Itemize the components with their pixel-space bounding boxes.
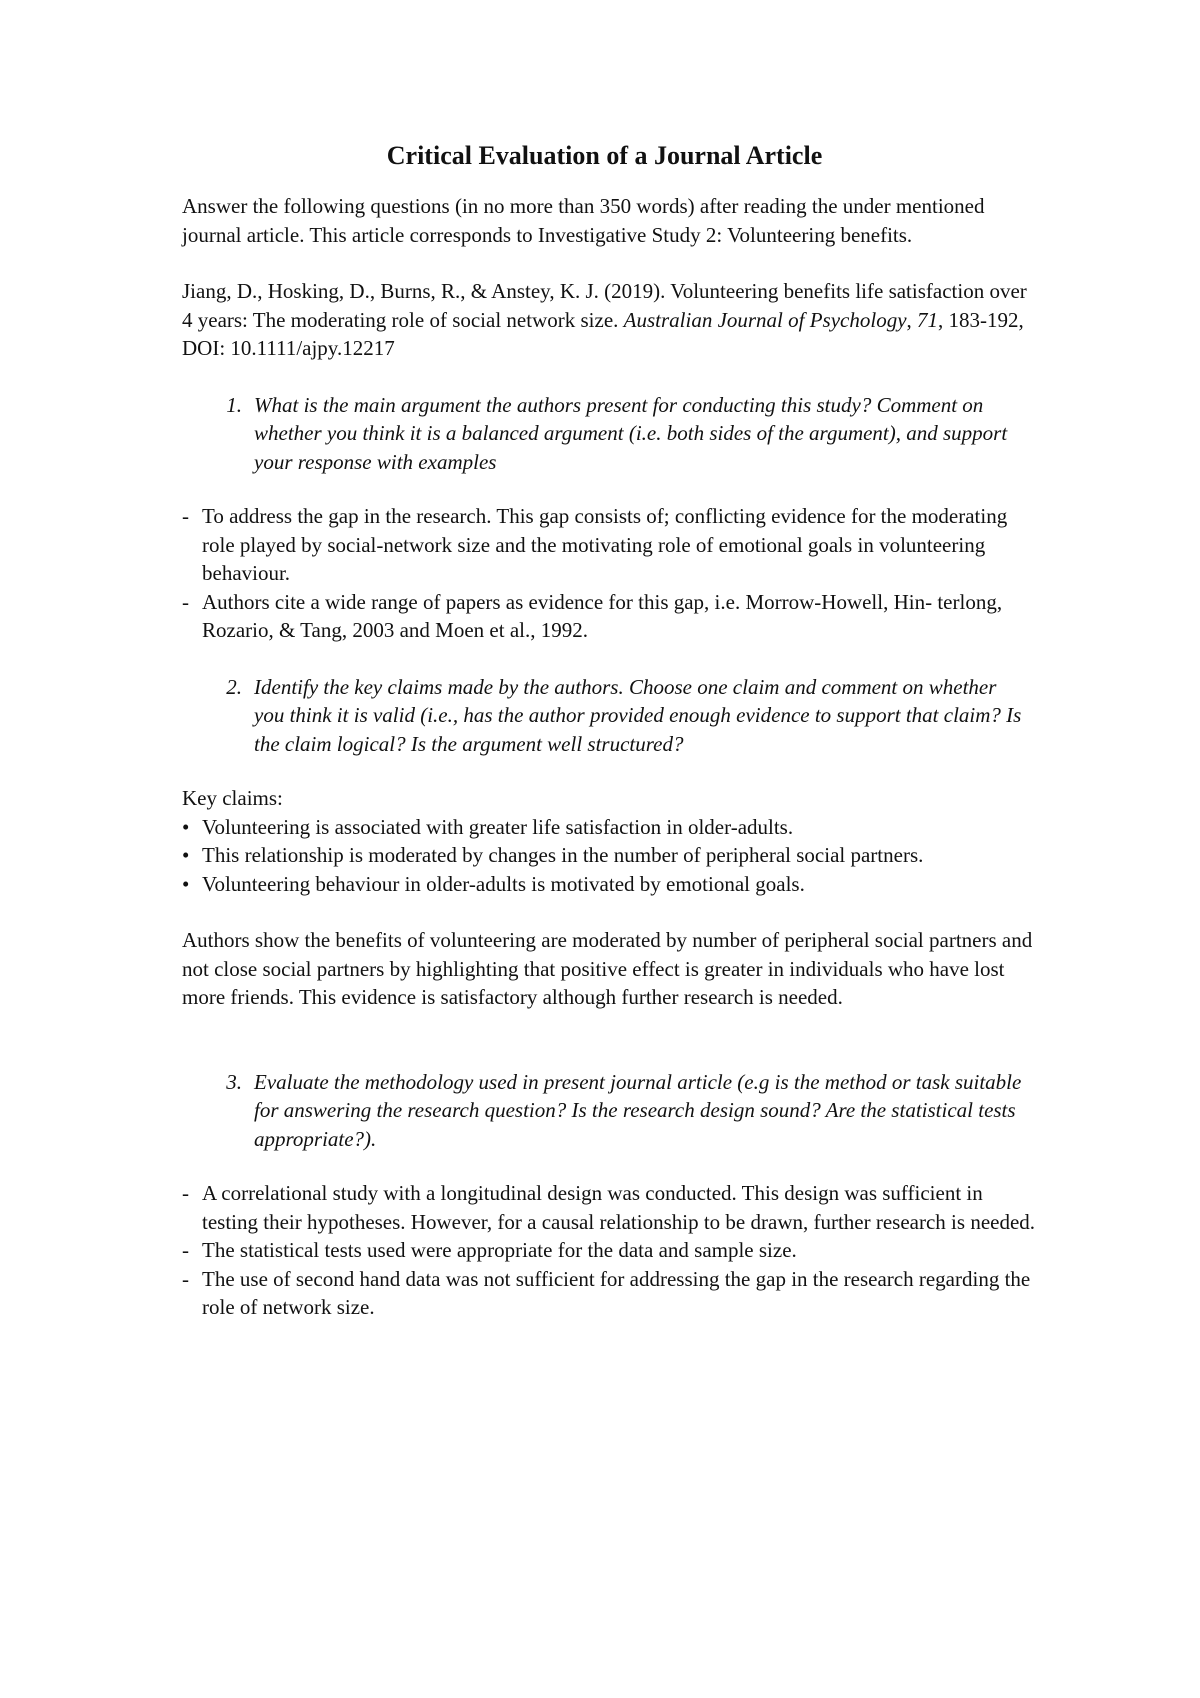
key-claims-list xyxy=(182,813,1042,899)
list-item-text: Volunteering behaviour in older-adults is motivated by emotional goals. xyxy=(202,871,805,896)
question-3 xyxy=(182,1068,1042,1154)
page-title: Critical Evaluation of a Journal Article xyxy=(386,141,823,170)
question-2 xyxy=(182,673,1042,759)
question-number: 1. xyxy=(226,392,242,417)
list-item-text: The use of second hand data was not sufficient for addressing the gap in the research regarding the role of network size. xyxy=(202,1266,1031,1319)
list-item-text: To address the gap in the research. This gap consists of; conflicting evidence for the moderating role played by social-network size and the motivating role of emotional goals in volunteering behaviour. xyxy=(202,504,1008,585)
dash-marker: - xyxy=(182,1238,189,1262)
intro-paragraph: Answer the following questions (in no more than 350 words) after reading the under mentioned journal article. This article corresponds to Investigative Study 2: Volunteering benefits. xyxy=(182,194,985,247)
list-item-text: The statistical tests used were appropriate for the data and sample size. xyxy=(202,1238,797,1262)
list-item-text: Volunteering is associated with greater life satisfaction in older-adults. xyxy=(202,814,794,839)
list-item-text: A correlational study with a longitudinal design was conducted. This design was sufficient in testing their hypotheses. However, for a causal relationship to be drawn, further research is needed. xyxy=(202,1181,1036,1234)
question-number: 2. xyxy=(226,674,242,699)
question-number: 3. xyxy=(226,1069,242,1094)
citation-pages-doi: , 183-192, DOI: 10.1111/ajpy.12217 xyxy=(182,307,1024,360)
question-text: What is the main argument the authors present for conducting this study? Comment on whether you think it is a balanced argument (i.e. both sides of the argument), and support your response with examples xyxy=(254,392,1008,474)
citation xyxy=(182,277,1042,363)
document-page xyxy=(182,140,1042,1350)
key-claims-heading: Key claims: xyxy=(182,786,283,810)
question-1 xyxy=(182,391,1042,477)
citation-journal: Australian Journal of Psychology xyxy=(623,307,907,332)
answer-2-paragraph: Authors show the benefits of volunteering are moderated by number of peripheral social partners and not close social partners by highlighting that positive effect is greater in individuals who have lost more friends. This evidence is satisfactory although further research is needed. xyxy=(182,928,1033,1009)
list-item-text: This relationship is moderated by changes in the number of peripheral social partners. xyxy=(202,843,924,867)
answer-3-list xyxy=(182,1179,1042,1322)
dash-marker: - xyxy=(182,589,189,614)
bullet-marker: • xyxy=(182,814,190,839)
bullet-marker: • xyxy=(182,871,190,896)
dash-marker: - xyxy=(182,504,189,528)
list-item xyxy=(182,1236,1042,1265)
citation-volume: 71 xyxy=(917,307,939,332)
list-item xyxy=(182,870,1042,899)
list-item-text: Authors cite a wide range of papers as evidence for this gap, i.e. Morrow-Howell, Hin- terlong, Rozario, & Tang, 2003 and Moen et al., 1992. xyxy=(202,589,1003,642)
dash-marker: - xyxy=(182,1181,189,1205)
list-item xyxy=(182,588,1042,645)
list-item xyxy=(182,502,1042,588)
question-text: Evaluate the methodology used in present journal article (e.g is the method or task suitable for answering the research question? Is the research design sound? Are the statistical tests appropriate?). xyxy=(254,1069,1022,1151)
citation-volume-sep: , xyxy=(906,307,918,332)
answer-1-list xyxy=(182,502,1042,645)
list-item xyxy=(182,813,1042,842)
list-item xyxy=(182,1179,1042,1236)
dash-marker: - xyxy=(182,1266,189,1291)
bullet-marker: • xyxy=(182,843,190,867)
question-text: Identify the key claims made by the authors. Choose one claim and comment on whether you think it is valid (i.e., has the author provided enough evidence to support that claim? Is the claim logical? Is the argument well structured? xyxy=(254,674,1022,756)
citation-authors-title: Jiang, D., Hosking, D., Burns, R., & Anstey, K. J. (2019). Volunteering benefits life satisfaction over 4 years: The moderating role of social network size. xyxy=(182,279,1027,332)
list-item xyxy=(182,1265,1042,1322)
list-item xyxy=(182,841,1042,870)
